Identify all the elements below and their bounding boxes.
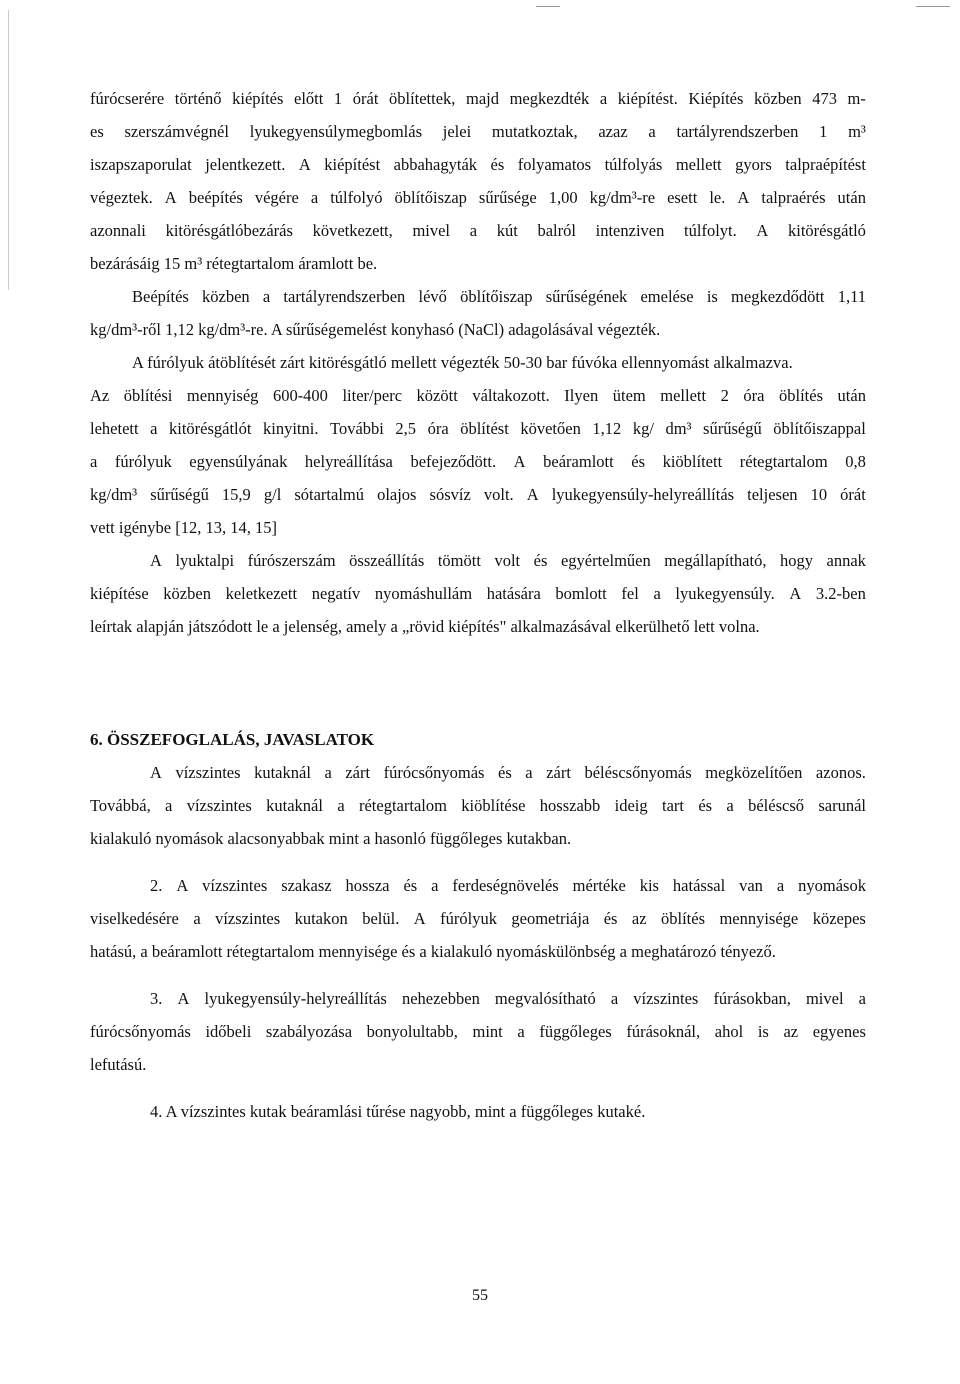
text-line: 4. A vízszintes kutak beáramlási tűrése nagyobb, mint a függőleges kutaké. [150, 1102, 646, 1121]
paragraph [90, 346, 866, 544]
text-line: azonnali kitörésgátlóbezárás következett, mivel a kút balról intenziven túlfolyt. A kitörésgátló [90, 221, 866, 240]
text-line: lehetett a kitörésgátlót kinyitni. További 2,5 óra öblítést követően 1,12 kg/ dm³ sűrűségű öblítőiszappal [90, 419, 866, 438]
text-line: es szerszámvégnél lyukegyensúlymegbomlás jelei mutatkoztak, azaz a tartályrendszerben 1 m³ [90, 122, 866, 141]
document-page [90, 82, 866, 1128]
text-line: 3. A lyukegyensúly-helyreállítás nehezebben megvalósítható a vízszintes fúrásokban, mivel a [150, 989, 866, 1008]
text-line: Beépítés közben a tartályrendszerben lévő öblítőiszap sűrűségének emelése is megkezdődött 1,11 [132, 287, 866, 306]
text-line: a fúrólyuk egyensúlyának helyreállítása befejeződött. A beáramlott és kiöblített rétegtartalom 0,8 [90, 452, 866, 471]
text-line: kg/dm³ sűrűségű 15,9 g/l sótartalmú olajos sósvíz volt. A lyukegyensúly-helyreállítás teljesen 10 órát [90, 485, 866, 504]
text-line: vett igénybe [12, 13, 14, 15] [90, 518, 277, 537]
scan-mark [536, 6, 560, 7]
paragraph [90, 82, 866, 280]
scan-margin-mark [8, 10, 9, 290]
text-line: iszapszaporulat jelentkezett. A kiépítést abbahagyták és folyamatos túlfolyás mellett gyors talpraépítést [90, 155, 866, 174]
text-line: hatású, a beáramlott rétegtartalom mennyisége és a kialakuló nyomáskülönbség a meghatározó tényező. [90, 942, 776, 961]
summary-item [90, 1095, 866, 1128]
text-line: 2. A vízszintes szakasz hossza és a ferdeségnövelés mértéke kis hatással van a nyomások [150, 876, 866, 895]
text-line: viselkedésére a vízszintes kutakon belül. A fúrólyuk geometriája és az öblítés mennyisége közepes [90, 909, 866, 928]
paragraph [90, 544, 866, 643]
text-line: lefutású. [90, 1055, 147, 1074]
text-line: fúrócserére történő kiépítés előtt 1 órát öblítettek, majd megkezdték a kiépítést. Kiépítés közben 473 m- [90, 89, 866, 108]
text-line: Továbbá, a vízszintes kutaknál a rétegtartalom kiöblítése hosszabb ideig tart és a béléscső sarunál [90, 796, 866, 815]
text-line: végeztek. A beépítés végére a túlfolyó öblítőiszap sűrűsége 1,00 kg/dm³-re esett le. A talpraérés után [90, 188, 866, 207]
section-heading: 6. ÖSSZEFOGLALÁS, JAVASLATOK [90, 730, 375, 749]
text-line: leírtak alapján játszódott le a jelenség, amely a „rövid kiépítés" alkalmazásával elkerülhető lett volna. [90, 617, 760, 636]
text-line: kiépítése közben keletkezett negatív nyomáshullám hatására bomlott fel a lyukegyensúly. A 3.2-ben [90, 584, 866, 603]
scan-mark [916, 6, 950, 7]
text-line: kg/dm³-ről 1,12 kg/dm³-re. A sűrűségemelést konyhasó (NaCl) adagolásával végezték. [90, 320, 661, 339]
summary-item [90, 756, 866, 855]
text-line: bezárásáig 15 m³ rétegtartalom áramlott be. [90, 254, 378, 273]
text-line: fúrócsőnyomás időbeli szabályozása bonyolultabb, mint a függőleges fúrásoknál, ahol is az egyenes [90, 1022, 866, 1041]
summary-item [90, 982, 866, 1081]
text-line: A vízszintes kutaknál a zárt fúrócsőnyomás és a zárt béléscsőnyomás megközelítően azonos. [150, 763, 866, 782]
text-line: A lyuktalpi fúrószerszám összeállítás tömött volt és egyértelműen megállapítható, hogy annak [150, 551, 866, 570]
text-line: kialakuló nyomások alacsonyabbak mint a hasonló függőleges kutakban. [90, 829, 572, 848]
text-line: A fúrólyuk átöblítését zárt kitörésgátló mellett végezték 50-30 bar fúvóka ellennyomást alkalmazva. [132, 353, 793, 372]
page-number: 55 [472, 1287, 488, 1304]
paragraph [90, 280, 866, 346]
summary-item [90, 869, 866, 968]
text-line: Az öblítési mennyiség 600-400 liter/perc között váltakozott. Ilyen ütem mellett 2 óra öblítés után [90, 386, 866, 405]
